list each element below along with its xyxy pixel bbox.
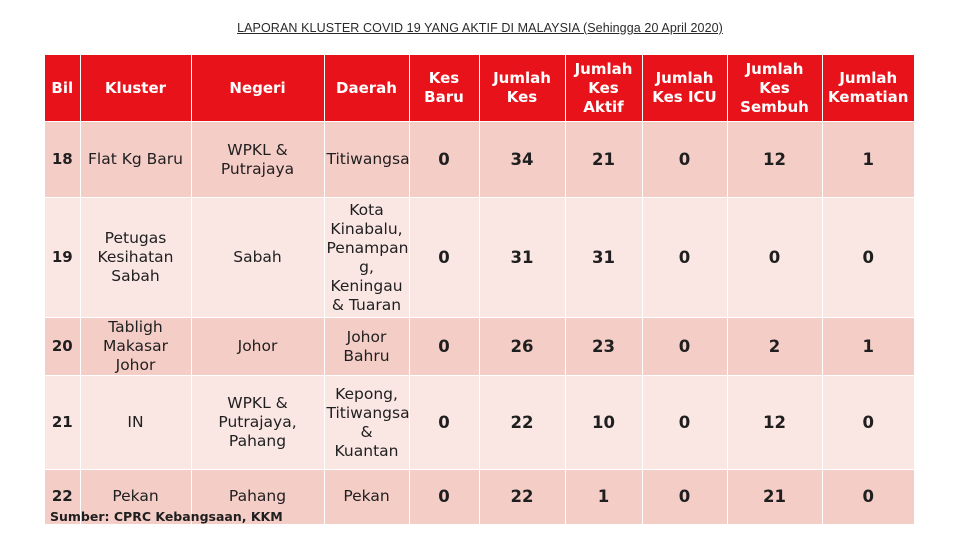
table-header-row	[45, 55, 914, 122]
cell-jumlah-kes-icu: 0	[642, 122, 727, 198]
cell-daerah: Johor Bahru	[324, 318, 409, 376]
cluster-table	[45, 55, 914, 524]
cell-jumlah-kes-icu: 0	[642, 376, 727, 470]
cell-kluster: Petugas Kesihatan Sabah	[80, 198, 191, 318]
cell-daerah: Pekan	[324, 470, 409, 524]
cell-jumlah-kes: 22	[479, 376, 565, 470]
cell-negeri: WPKL & Putrajaya	[191, 122, 324, 198]
cell-jumlah-kes: 31	[479, 198, 565, 318]
cell-jumlah-kematian: 0	[822, 470, 914, 524]
header-jumlah-kes-aktif: Jumlah Kes Aktif	[565, 55, 642, 122]
cell-kluster: IN	[80, 376, 191, 470]
header-jumlah-kes-icu: Jumlah Kes ICU	[642, 55, 727, 122]
cell-kluster: Pekan	[80, 470, 191, 524]
header-kluster: Kluster	[80, 55, 191, 122]
header-jumlah-kematian: Jumlah Kematian	[822, 55, 914, 122]
table-row	[45, 376, 914, 470]
cell-jumlah-kes-aktif: 21	[565, 122, 642, 198]
cell-daerah: Titiwangsa	[324, 122, 409, 198]
cell-daerah: Kota Kinabalu, Penampan g, Keningau & Tuaran	[324, 198, 409, 318]
header-kes-baru: Kes Baru	[409, 55, 479, 122]
cell-bil: 22	[45, 470, 80, 524]
cell-jumlah-kes: 26	[479, 318, 565, 376]
cell-kes-baru: 0	[409, 318, 479, 376]
cell-jumlah-kes-aktif: 10	[565, 376, 642, 470]
cell-jumlah-kes-sembuh: 12	[727, 122, 822, 198]
cell-kluster: Tabligh Makasar Johor	[80, 318, 191, 376]
header-jumlah-kes-sembuh: Jumlah Kes Sembuh	[727, 55, 822, 122]
cell-negeri: WPKL & Putrajaya, Pahang	[191, 376, 324, 470]
cell-jumlah-kes-sembuh: 0	[727, 198, 822, 318]
cell-kes-baru: 0	[409, 122, 479, 198]
header-bil: Bil	[45, 55, 80, 122]
cell-jumlah-kematian: 0	[822, 376, 914, 470]
table-row	[45, 122, 914, 198]
cell-jumlah-kematian: 1	[822, 122, 914, 198]
cell-jumlah-kes-sembuh: 21	[727, 470, 822, 524]
header-negeri: Negeri	[191, 55, 324, 122]
cell-jumlah-kes-aktif: 23	[565, 318, 642, 376]
cell-negeri: Johor	[191, 318, 324, 376]
cell-jumlah-kematian: 1	[822, 318, 914, 376]
cell-jumlah-kes-sembuh: 2	[727, 318, 822, 376]
table-row	[45, 318, 914, 376]
cell-daerah: Kepong, Titiwangsa & Kuantan	[324, 376, 409, 470]
report-title: LAPORAN KLUSTER COVID 19 YANG AKTIF DI MALAYSIA (Sehingga 20 April 2020)	[237, 21, 723, 35]
table-row	[45, 198, 914, 318]
cell-jumlah-kes: 22	[479, 470, 565, 524]
cell-kes-baru: 0	[409, 198, 479, 318]
cell-jumlah-kes-icu: 0	[642, 470, 727, 524]
header-jumlah-kes: Jumlah Kes	[479, 55, 565, 122]
cell-bil: 18	[45, 122, 80, 198]
cell-bil: 21	[45, 376, 80, 470]
cell-jumlah-kes: 34	[479, 122, 565, 198]
cell-kluster: Flat Kg Baru	[80, 122, 191, 198]
cell-jumlah-kes-aktif: 1	[565, 470, 642, 524]
cell-jumlah-kes-sembuh: 12	[727, 376, 822, 470]
source-note: Sumber: CPRC Kebangsaan, KKM	[50, 509, 283, 524]
cell-negeri: Sabah	[191, 198, 324, 318]
cell-jumlah-kes-icu: 0	[642, 198, 727, 318]
cell-jumlah-kes-icu: 0	[642, 318, 727, 376]
cell-negeri: Pahang	[191, 470, 324, 524]
cell-kes-baru: 0	[409, 470, 479, 524]
cell-jumlah-kematian: 0	[822, 198, 914, 318]
cell-bil: 19	[45, 198, 80, 318]
cell-bil: 20	[45, 318, 80, 376]
cell-kes-baru: 0	[409, 376, 479, 470]
header-daerah: Daerah	[324, 55, 409, 122]
cell-jumlah-kes-aktif: 31	[565, 198, 642, 318]
